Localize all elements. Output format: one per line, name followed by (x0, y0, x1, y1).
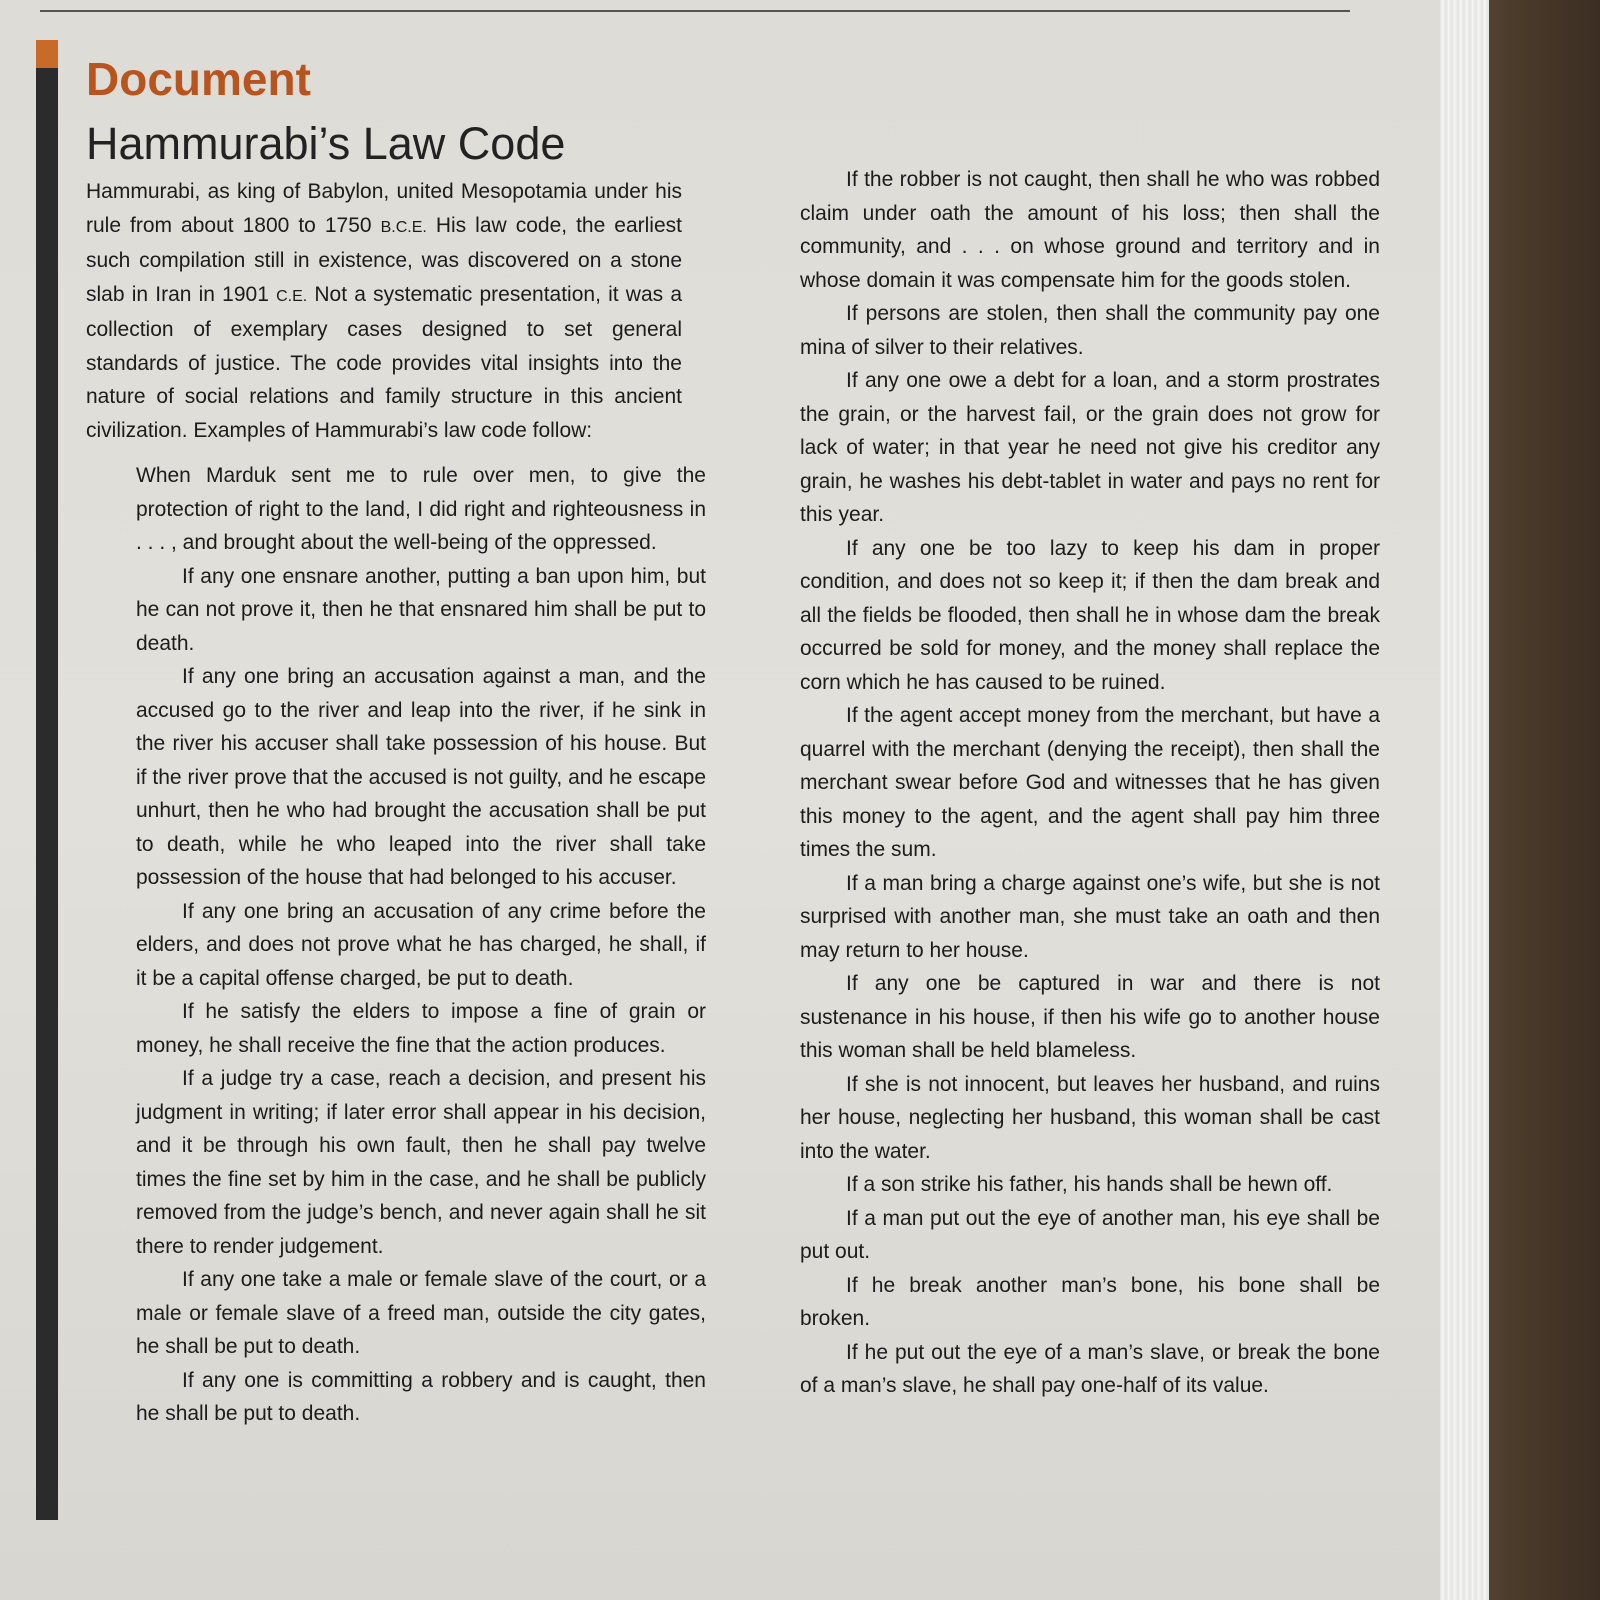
era-bce: B.C.E. (380, 218, 427, 236)
law-paragraph: If any one bring an accusation against a man, and the accused go to the river and leap into the river, if he sink in the river his accuser shall take possession of his house. But if the river prove that the accused is not guilty, and he escape unhurt, then he who had brought the accusation shall be put to death, while he who leaped into the river shall take possession of the house that had belonged to his accuser. (136, 665, 706, 889)
law-paragraph: If a son strike his father, his hands shall be hewn off. (846, 1173, 1333, 1196)
law-paragraph: If persons are stolen, then shall the community pay one mina of silver to their relatives. (800, 302, 1380, 359)
right-column (800, 163, 1380, 1403)
intro-paragraph (86, 175, 682, 447)
intro-text-2: His law code, the earliest such compilation still in existence, was discovered on a stone slab in Iran in 1901 (86, 213, 682, 306)
sidebar-stripe (36, 40, 58, 1520)
law-paragraph: If the agent accept money from the merchant, but have a quarrel with the merchant (denying the receipt), then shall the merchant swear before God and witnesses that he has given this money to the agent, and the agent shall pay him three times the sum. (800, 704, 1380, 861)
law-paragraph: If he break another man’s bone, his bone shall be broken. (800, 1273, 1380, 1330)
law-paragraph: If the robber is not caught, then shall he who was robbed claim under oath the amount of his loss; then shall the community, and . . . on whose ground and territory and in whose domain it was compensate him for the goods stolen. (800, 168, 1380, 292)
era-ce: C.E. (276, 287, 308, 305)
law-paragraph: If he satisfy the elders to impose a fine of grain or money, he shall receive the fine that the action produces. (136, 1000, 706, 1057)
sidebar-accent (36, 40, 58, 68)
law-paragraph: If she is not innocent, but leaves her husband, and ruins her house, neglecting her husband, this woman shall be cast into the water. (800, 1072, 1380, 1163)
top-rule (40, 10, 1350, 12)
left-column (86, 175, 706, 1431)
law-paragraph: If a man put out the eye of another man, his eye shall be put out. (800, 1206, 1380, 1263)
law-paragraph: If any one is committing a robbery and is caught, then he shall be put to death. (136, 1368, 706, 1425)
law-paragraph: If any one be captured in war and there is not sustenance in his house, if then his wife go to another house this woman shall be held blameless. (800, 972, 1380, 1062)
law-paragraph: If any one owe a debt for a loan, and a storm prostrates the grain, or the harvest fail, or the grain does not grow for lack of water; in that year he need not give his creditor any grain, he washes his debt-tablet in water and pays no rent for this year. (800, 369, 1380, 526)
law-paragraph: If any one be too lazy to keep his dam in proper condition, and does not so keep it; if then the dam break and all the fields be flooded, then shall he in whose dam the break occurred be sold for money, and the money shall replace the corn which he has caused to be ruined. (800, 536, 1380, 694)
law-paragraph: If any one take a male or female slave of the court, or a male or female slave of a freed man, outside the city gates, he shall be put to death. (136, 1268, 706, 1358)
law-paragraph: If any one bring an accusation of any crime before the elders, and does not prove what he has charged, he shall, if it be a capital offense charged, be put to death. (136, 899, 706, 990)
law-paragraph: If a judge try a case, reach a decision, and present his judgment in writing; if later error shall appear in his decision, and it be through his own fault, then he shall pay twelve times the fine set by him in the case, and he shall be publicly removed from the judge’s bench, and never again shall he sit there to render judgement. (136, 1067, 706, 1258)
law-paragraph: If he put out the eye of a man’s slave, or break the bone of a man’s slave, he shall pay one-half of its value. (800, 1340, 1380, 1397)
law-paragraph: When Marduk sent me to rule over men, to give the protection of right to the land, I did right and righteousness in . . . , and brought about the well-being of the oppressed. (136, 464, 706, 554)
law-paragraph: If a man bring a charge against one’s wife, but she is not surprised with another man, she must take an oath and then may return to her house. (800, 871, 1380, 962)
law-paragraph: If any one ensnare another, putting a ban upon him, but he can not prove it, then he that ensnared him shall be put to death. (136, 564, 706, 655)
document-title: Hammurabi’s Law Code (86, 118, 566, 169)
intro-text-3: Not a systematic presentation, it was a collection of exemplary cases designed to set general standards of justice. The code provides vital insights into the nature of social relations and family structure in this ancient civilization. Examples of Hammurabi’s law code follow: (86, 282, 682, 442)
intro-text-1: Hammurabi, as king of Babylon, united Mesopotamia under his rule from about 1800 to 1750 (86, 180, 682, 237)
document-label: Document (86, 53, 311, 105)
